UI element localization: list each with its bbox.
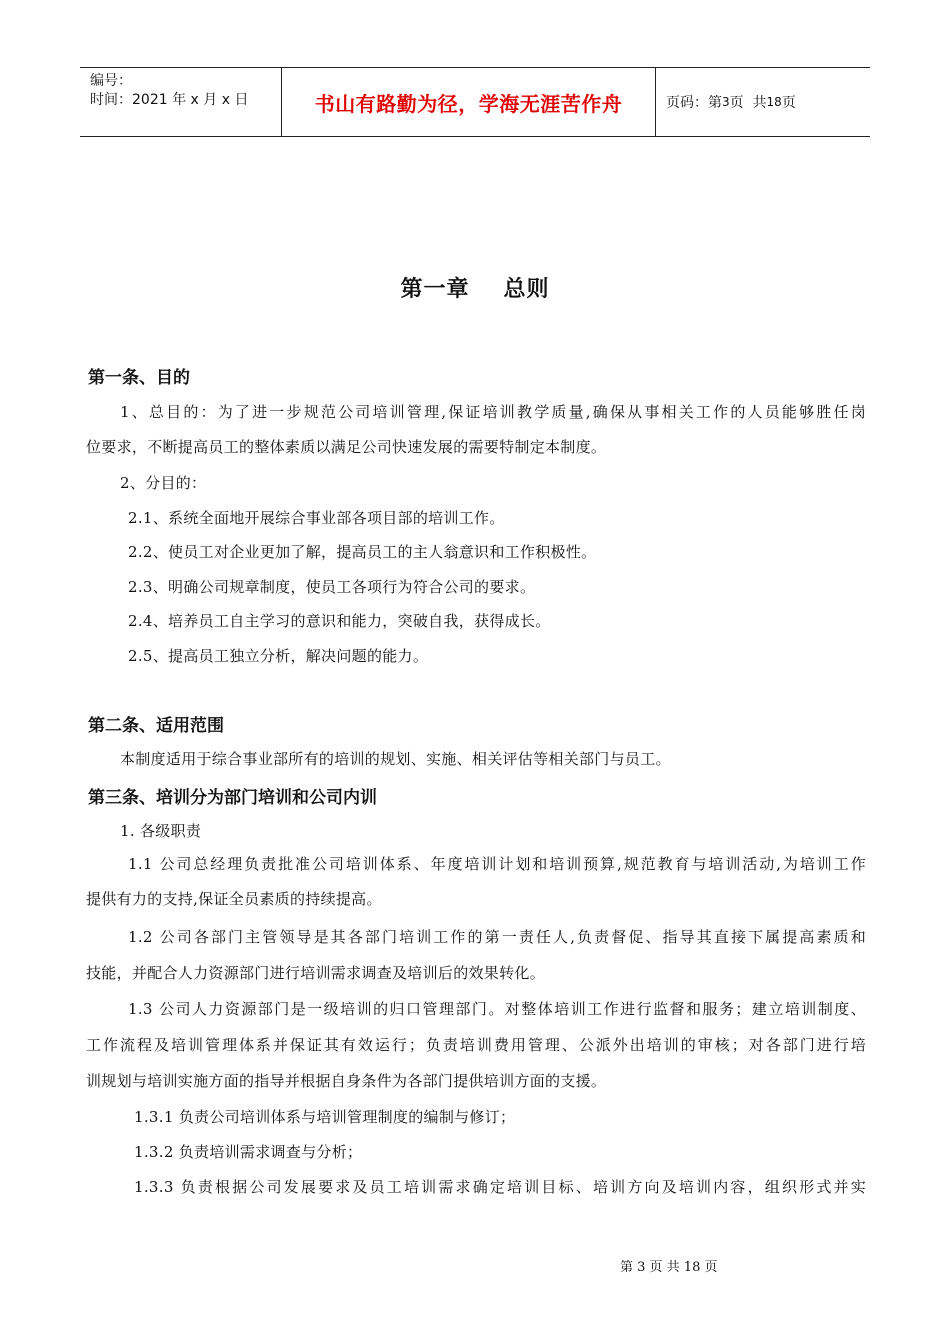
paragraph-line: 1.3 公司人力资源部门是一级培训的归口管理部门。对整体培训工作进行监督和服务；建立培训制度、: [128, 1000, 866, 1018]
article-1-heading: 第一条、目的: [88, 368, 190, 388]
paragraph-line: 训规划与培训实施方面的指导并根据自身条件为各部门提供培训方面的支援。: [86, 1072, 607, 1090]
page-prefix: 页码：第: [666, 95, 722, 111]
page-current: 3: [722, 95, 730, 109]
paragraph-line: 1、总目的：为了进一步规范公司培训管理,保证培训教学质量,确保从事相关工作的人员能够胜任岗: [120, 403, 866, 421]
header-page-cell: [656, 68, 870, 136]
list-item: 1.3.2 负责培训需求调查与分析；: [134, 1143, 363, 1161]
paragraph-line: 提供有力的支持,保证全员素质的持续提高。: [86, 890, 382, 908]
article-3-heading: 第三条、培训分为部门培训和公司内训: [88, 788, 377, 808]
paragraph-line: 本制度适用于综合事业部所有的培训的规划、实施、相关评估等相关部门与员工。: [120, 750, 671, 768]
paragraph-line: 1.2 公司各部门主管领导是其各部门培训工作的第一责任人,负责督促、指导其直接下属提高素质和: [128, 928, 866, 946]
list-item: 2.2、使员工对企业更加了解，提高员工的主人翁意识和工作积极性。: [128, 543, 597, 561]
list-item: 2.5、提高员工独立分析，解决问题的能力。: [128, 647, 429, 665]
header-motto-cell: [282, 68, 656, 136]
document-header: [80, 67, 870, 137]
document-date: 时间：2021 年 x 月 x 日: [90, 92, 249, 108]
paragraph-line: 2、分目的：: [120, 474, 207, 492]
page-footer: 第 3 页 共 18 页: [620, 1260, 718, 1275]
page-suffix: 页: [781, 95, 796, 111]
paragraph-line: 1. 各级职责: [120, 822, 202, 840]
page-mid: 页 共: [729, 95, 767, 111]
article-2-heading: 第二条、适用范围: [88, 716, 224, 736]
paragraph-line: 位要求，不断提高员工的整体素质以满足公司快速发展的需要特制定本制度。: [86, 438, 607, 456]
document-number-label: 编号：: [90, 73, 132, 89]
list-item: 2.4、培养员工自主学习的意识和能力，突破自我，获得成长。: [128, 612, 551, 630]
header-motto: 书山有路勤为径，学海无涯苦作舟: [314, 91, 623, 116]
list-item: 1.3.1 负责公司培训体系与培训管理制度的编制与修订；: [134, 1108, 516, 1126]
list-item: 2.3、明确公司规章制度，使员工各项行为符合公司的要求。: [128, 578, 536, 596]
paragraph-line: 1.1 公司总经理负责批准公司培训体系、年度培训计划和培训预算,规范教育与培训活动,为培训工作: [128, 855, 866, 873]
chapter-number: 第一章: [400, 277, 470, 302]
header-meta-cell: [80, 68, 282, 136]
list-item: 2.1、系统全面地开展综合事业部各项目部的培训工作。: [128, 509, 505, 527]
paragraph-line: 工作流程及培训管理体系并保证其有效运行；负责培训费用管理、公派外出培训的审核；对各部门进行培: [86, 1036, 866, 1054]
chapter-name: 总则: [503, 277, 550, 302]
page-total: 18: [766, 95, 782, 109]
list-item: 1.3.3 负责根据公司发展要求及员工培训需求确定培训目标、培训方向及培训内容，组织形式并实: [134, 1178, 866, 1196]
chapter-title: [0, 272, 950, 303]
paragraph-line: 技能，并配合人力资源部门进行培训需求调查及培训后的效果转化。: [86, 964, 546, 982]
